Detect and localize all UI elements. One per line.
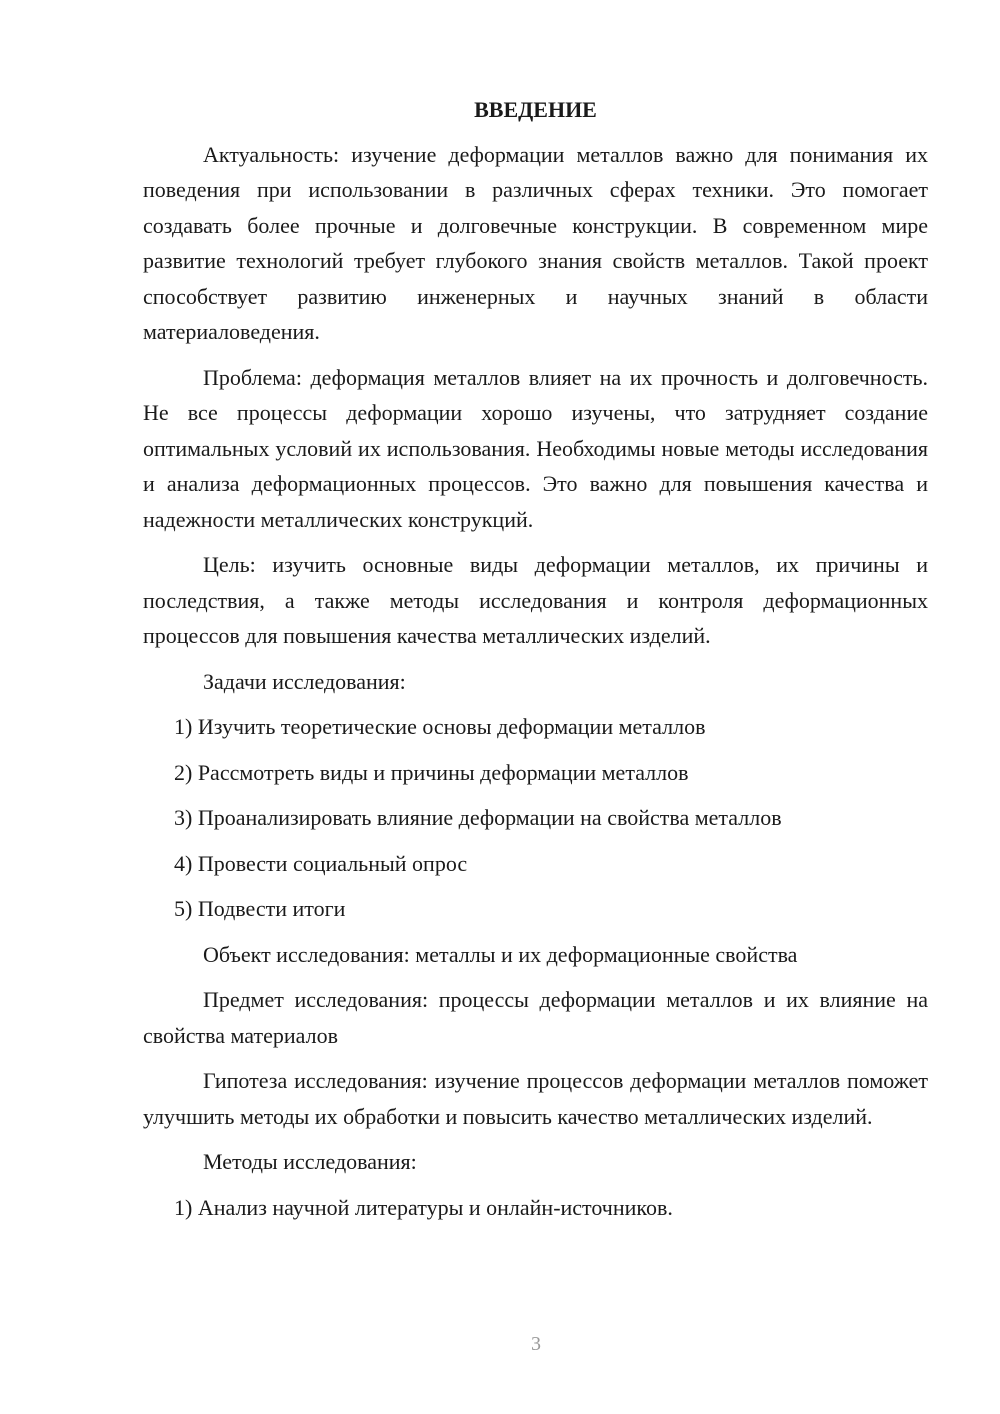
- methods-list: [143, 1190, 928, 1226]
- page-number: 3: [531, 1333, 541, 1355]
- document-page: [143, 92, 928, 1235]
- problem-paragraph: Проблема: деформация металлов влияет на их прочность и долговечность. Не все процессы деформации хорошо изучены, что затрудняет создание оптимальных условий их использования. Необходимы новые методы исследования и анализа деформационных процессов. Это важно для повышения качества и надежности металлических конструкций.: [143, 364, 928, 532]
- list-item: 4) Провести социальный опрос: [174, 850, 468, 876]
- methods-title: Методы исследования:: [203, 1149, 417, 1174]
- list-item: 1) Анализ научной литературы и онлайн-источников.: [174, 1194, 673, 1220]
- list-item: 5) Подвести итоги: [174, 896, 346, 921]
- list-item: 1) Изучить теоретические основы деформации металлов: [174, 714, 706, 739]
- subject-paragraph: Предмет исследования: процессы деформации металлов и их влияние на свойства материалов: [143, 987, 928, 1048]
- hypothesis-paragraph: Гипотеза исследования: изучение процессов деформации металлов поможет улучшить методы их обработки и повысить качество металлических изделий.: [143, 1068, 928, 1129]
- object-paragraph: Объект исследования: металлы и их деформационные свойства: [203, 941, 798, 967]
- tasks-title: Задачи исследования:: [203, 668, 406, 694]
- relevance-paragraph: Актуальность: изучение деформации металлов важно для понимания их поведения при использовании в различных сферах техники. Это помогает создавать более прочные и долговечные конструкции. В современном мире развитие технологий требует глубокого знания свойств металлов. Такой проект способствует развитию инженерных и научных знаний в области материаловедения.: [143, 141, 928, 344]
- list-item: 2) Рассмотреть виды и причины деформации металлов: [174, 759, 689, 785]
- tasks-list: [143, 709, 928, 927]
- list-item: 3) Проанализировать влияние деформации на свойства металлов: [174, 805, 782, 830]
- section-heading: ВВЕДЕНИЕ: [474, 97, 597, 122]
- goal-paragraph: Цель: изучить основные виды деформации металлов, их причины и последствия, а также методы исследования и контроля деформационных процессов для повышения качества металлических изделий.: [143, 552, 928, 648]
